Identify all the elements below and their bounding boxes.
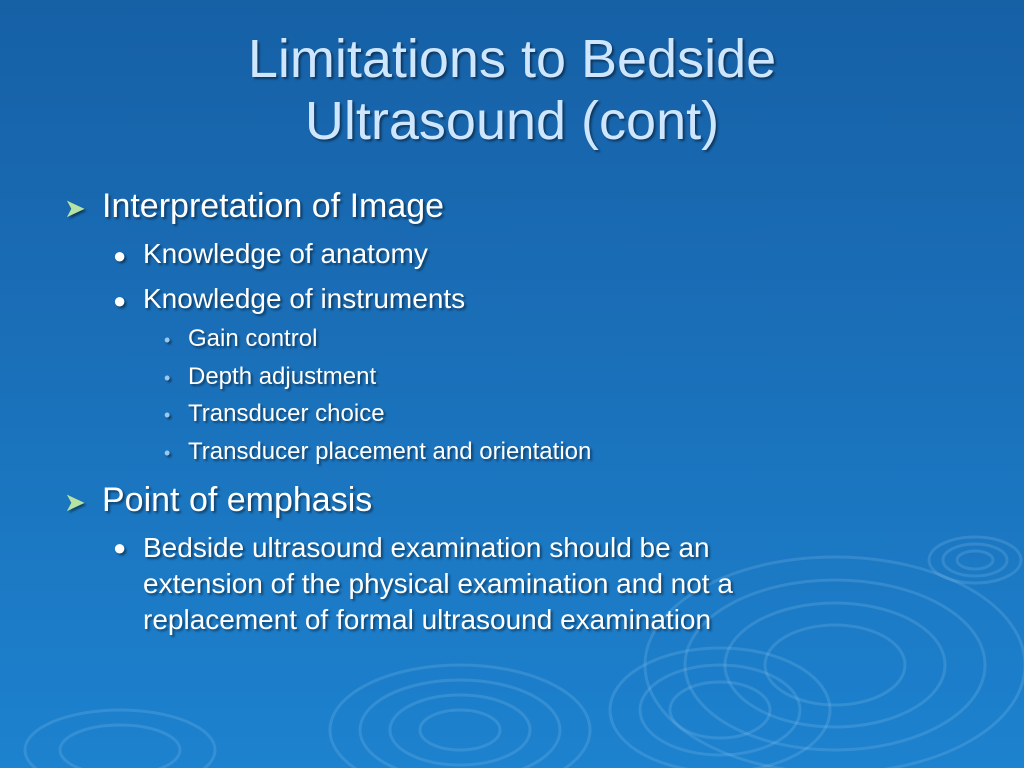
slide-title-line-2: Ultrasound (cont) [304, 91, 720, 151]
bullet-level2 [113, 281, 465, 319]
bullet-text: Knowledge of anatomy [143, 238, 428, 269]
small-dot-bullet-icon: • [164, 443, 171, 463]
arrow-bullet-icon: ➤ [64, 487, 86, 517]
bullet-text-line: extension of the physical examination and not a [143, 568, 733, 599]
bullet-text-block [143, 530, 733, 638]
bullet-level3 [164, 362, 376, 393]
slide-title-line-1: Limitations to Bedside [247, 29, 777, 89]
bullet-level2 [113, 530, 733, 638]
bullet-level3 [164, 399, 385, 430]
dot-bullet-icon: ● [113, 243, 127, 268]
dot-bullet-icon: ● [113, 288, 127, 313]
bullet-text: Depth adjustment [188, 363, 377, 390]
small-dot-bullet-icon: • [164, 330, 171, 350]
small-dot-bullet-icon: • [164, 405, 171, 425]
dot-bullet-icon: ● [113, 535, 127, 560]
bullet-level3 [164, 324, 317, 355]
bullet-level1 [64, 186, 444, 228]
bullet-text: Knowledge of instruments [143, 283, 466, 314]
bullet-text: Point of emphasis [102, 481, 373, 519]
bullet-text: Transducer choice [188, 400, 385, 427]
bullet-text-line: replacement of formal ultrasound examination [143, 604, 712, 635]
bullet-text-line: Bedside ultrasound examination should be an [143, 532, 710, 563]
bullet-text: Transducer placement and orientation [188, 438, 592, 465]
bullet-level3 [164, 437, 591, 468]
bullet-text: Interpretation of Image [102, 187, 445, 225]
bullet-level2 [113, 236, 428, 274]
bullet-text: Gain control [188, 325, 318, 352]
small-dot-bullet-icon: • [164, 368, 171, 388]
arrow-bullet-icon: ➤ [64, 193, 86, 223]
bullet-level1 [64, 480, 372, 522]
